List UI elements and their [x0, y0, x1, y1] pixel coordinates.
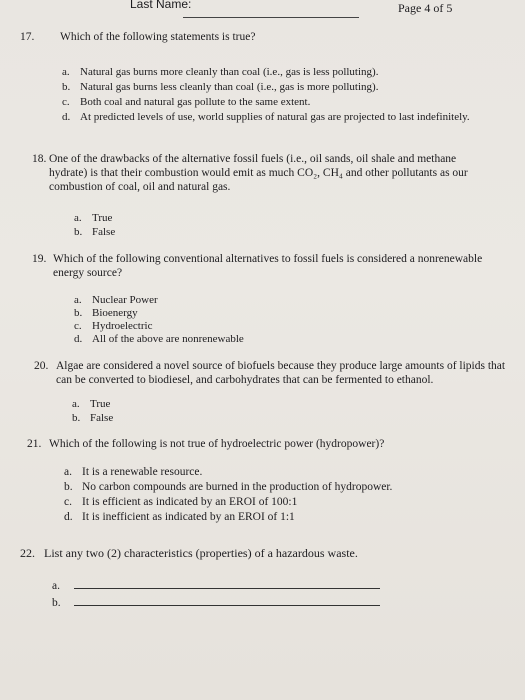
option-letter: a. — [62, 66, 70, 78]
option-letter: d. — [74, 333, 83, 345]
last-name-label: Last Name: — [130, 0, 192, 11]
option-text: True — [90, 398, 111, 410]
question-stem: Which of the following conventional alternatives to fossil fuels is considered a nonrenewable energy source? — [53, 253, 483, 279]
option-letter: b. — [72, 412, 81, 424]
option-text: Hydroelectric — [92, 320, 153, 332]
option-text: False — [92, 226, 116, 238]
option-text: False — [90, 412, 114, 424]
option-text: All of the above are nonrenewable — [92, 333, 244, 345]
question-stem: One of the drawbacks of the alternative fossil fuels (i.e., oil sands, oil shale and methane hydrate) is that their combustion would emit as much CO₂, CH₄ and other pollutants as our combustion of coal, oil and natural gas. — [49, 153, 468, 193]
question-number: 20. — [34, 360, 49, 372]
option-text: It is efficient as indicated by an EROI of 100:1 — [82, 496, 298, 508]
option-letter: a. — [74, 212, 82, 224]
answer-blank-22b[interactable] — [74, 605, 380, 606]
question-stem: Algae are considered a novel source of biofuels because they produce large amounts of lipids that can be converted to biodiesel, and carbohydrates that can be fermented to ethanol. — [56, 360, 506, 386]
option-letter: c. — [74, 320, 82, 332]
page-number: Page 4 of 5 — [398, 1, 453, 15]
option-text: At predicted levels of use, world supplies of natural gas are projected to last indefinitely. — [80, 111, 470, 123]
question-number: 22. — [20, 546, 35, 560]
option-letter: c. — [62, 96, 70, 108]
option-letter: d. — [62, 111, 71, 123]
question-stem: Which of the following statements is true? — [60, 31, 256, 43]
option-text: Bioenergy — [92, 307, 138, 319]
question-number: 17. — [20, 31, 35, 43]
option-text: No carbon compounds are burned in the production of hydropower. — [82, 481, 393, 493]
option-letter: c. — [64, 496, 72, 508]
option-text: Natural gas burns less cleanly than coal (i.e., gas is more polluting). — [80, 81, 379, 93]
option-letter: b. — [52, 597, 61, 609]
option-text: It is inefficient as indicated by an EROI of 1:1 — [82, 511, 295, 523]
option-text: It is a renewable resource. — [82, 466, 203, 478]
option-text: True — [92, 212, 113, 224]
option-letter: a. — [52, 580, 60, 592]
option-text: Nuclear Power — [92, 294, 158, 306]
question-number: 21. — [27, 438, 42, 450]
answer-blank-22a[interactable] — [74, 588, 380, 589]
question-number: 19. — [32, 253, 47, 265]
option-letter: d. — [64, 511, 73, 523]
question-number: 18. — [32, 153, 47, 165]
option-letter: b. — [62, 81, 71, 93]
question-stem: Which of the following is not true of hydroelectric power (hydropower)? — [49, 438, 385, 450]
option-letter: b. — [74, 226, 83, 238]
question-stem: List any two (2) characteristics (properties) of a hazardous waste. — [44, 546, 358, 560]
last-name-blank[interactable] — [183, 17, 359, 18]
option-letter: b. — [74, 307, 83, 319]
option-letter: a. — [74, 294, 82, 306]
option-text: Natural gas burns more cleanly than coal (i.e., gas is less polluting). — [80, 66, 379, 78]
option-text: Both coal and natural gas pollute to the same extent. — [80, 96, 311, 108]
option-letter: b. — [64, 481, 73, 493]
option-letter: a. — [72, 398, 80, 410]
option-letter: a. — [64, 466, 72, 478]
